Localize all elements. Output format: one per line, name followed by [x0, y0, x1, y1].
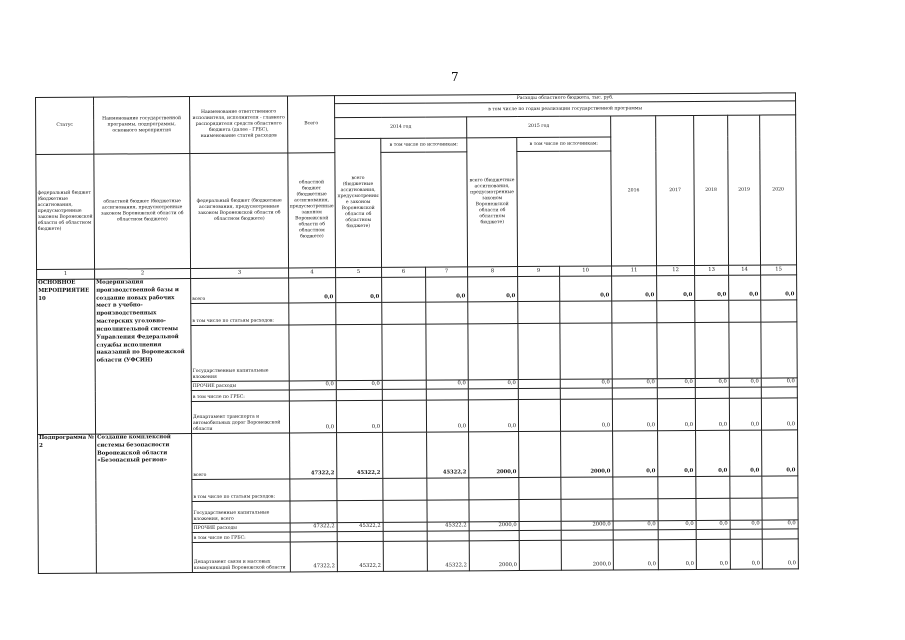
- value-cell: 0,0: [289, 278, 336, 303]
- value-cell: 0,0: [695, 398, 729, 430]
- column-index-cell: 2: [95, 269, 191, 280]
- value-cell: 0,0: [612, 379, 657, 388]
- value-cell: [382, 324, 426, 380]
- value-cell: [337, 478, 383, 500]
- column-index-cell: 10: [560, 266, 612, 276]
- value-cell: [518, 388, 560, 399]
- value-cell: [658, 529, 696, 539]
- value-cell: [560, 301, 612, 323]
- row-label-cell: всего: [191, 278, 289, 304]
- header-federal-2015: федеральный бюджет (бюджетные ассигнования, предусмотренные законом Воронежской области об областном бюджете): [190, 153, 289, 269]
- value-cell: [519, 477, 561, 499]
- value-cell: [730, 476, 762, 498]
- column-index-cell: 12: [657, 265, 695, 275]
- header-year-2014: 2014 год: [335, 117, 467, 139]
- value-cell: 0,0: [468, 380, 518, 389]
- value-cell: [518, 399, 560, 431]
- value-cell: 2000,0: [561, 540, 613, 570]
- page-number: 7: [451, 70, 459, 84]
- value-cell: [289, 390, 336, 401]
- value-cell: 0,0: [657, 378, 695, 387]
- header-incl-years: в том числе по годам реализации государственной программы: [335, 101, 796, 118]
- column-index-cell: 9: [518, 266, 560, 276]
- value-cell: 0,0: [695, 378, 729, 387]
- value-cell: [761, 387, 797, 398]
- value-cell: [518, 301, 560, 323]
- value-cell: [762, 529, 798, 539]
- value-cell: [658, 498, 696, 520]
- header-all-2014: всего (бюджетные ассигнования, предусмотренные законом Воронежской области об областном бюджете): [335, 138, 382, 267]
- row-label-cell: в том числе по статьям расходов:: [191, 303, 289, 326]
- value-cell: [695, 300, 729, 322]
- value-cell: [469, 530, 519, 540]
- value-cell: 45322,2: [337, 432, 383, 478]
- value-cell: [561, 530, 613, 540]
- column-index-cell: 3: [191, 268, 289, 279]
- header-sources-2015: в том числе по источникам:: [517, 137, 611, 152]
- value-cell: [383, 432, 427, 478]
- value-cell: [657, 300, 695, 322]
- value-cell: 0,0: [560, 276, 612, 301]
- value-cell: [468, 302, 518, 324]
- value-cell: [658, 476, 696, 498]
- value-cell: [383, 500, 427, 522]
- column-index-cell: 4: [289, 268, 336, 278]
- value-cell: [337, 531, 383, 541]
- value-cell: [336, 302, 382, 324]
- header-2019: 2019: [728, 115, 761, 265]
- value-cell: [560, 388, 612, 399]
- value-cell: [382, 277, 426, 302]
- value-cell: [426, 324, 468, 380]
- column-index-cell: 14: [729, 265, 761, 275]
- column-index-cell: 5: [336, 267, 382, 277]
- row-label-cell: в том числе по ГРБС:: [191, 390, 289, 402]
- value-cell: 0,0: [426, 277, 468, 302]
- value-cell: [561, 499, 613, 521]
- value-cell: 2000,0: [561, 521, 613, 530]
- value-cell: [336, 389, 382, 400]
- row-label-cell: всего: [192, 433, 290, 480]
- value-cell: [561, 477, 613, 499]
- value-cell: [469, 478, 519, 500]
- value-cell: 0,0: [729, 275, 761, 300]
- value-cell: [519, 540, 561, 570]
- value-cell: [612, 301, 657, 323]
- value-cell: [612, 323, 657, 379]
- value-cell: 0,0: [696, 520, 730, 529]
- budget-table: [35, 92, 799, 573]
- value-cell: [468, 324, 518, 380]
- value-cell: [518, 379, 560, 388]
- value-cell: [696, 476, 730, 498]
- value-cell: 45322,2: [427, 541, 469, 571]
- value-cell: 0,0: [468, 400, 518, 432]
- value-cell: [613, 529, 658, 539]
- value-cell: 0,0: [658, 520, 696, 529]
- value-cell: 0,0: [289, 401, 336, 433]
- value-cell: 0,0: [613, 431, 658, 477]
- value-cell: [382, 389, 426, 400]
- value-cell: [469, 500, 519, 522]
- value-cell: [729, 300, 761, 322]
- budget-table-sheet: [35, 92, 798, 610]
- value-cell: 0,0: [761, 275, 797, 300]
- value-cell: [729, 387, 761, 398]
- value-cell: [613, 499, 658, 521]
- value-cell: [382, 302, 426, 324]
- header-regional-2014: областной бюджет (бюджетные ассигнования, предусмотренные законом Воронежской области об областном бюджете): [94, 154, 191, 270]
- header-total: Всего: [287, 96, 334, 153]
- value-cell: 2000,0: [469, 522, 519, 531]
- value-cell: [383, 522, 427, 531]
- value-cell: 0,0: [336, 380, 382, 389]
- value-cell: 0,0: [612, 399, 657, 431]
- header-expenses: Расходы областного бюджета, тыс. руб.: [334, 93, 795, 104]
- header-2016: 2016: [611, 116, 657, 266]
- value-cell: [468, 389, 518, 400]
- row-label-cell: Государственные капитальные вложения, всего: [192, 501, 290, 524]
- header-program-name: Наименование государственной программы, подпрограммы, основного мероприятия: [94, 97, 190, 155]
- value-cell: [383, 541, 427, 571]
- value-cell: 0,0: [761, 398, 797, 430]
- value-cell: 45322,2: [337, 522, 383, 531]
- header-2017: 2017: [656, 115, 695, 265]
- value-cell: 0,0: [560, 399, 612, 431]
- value-cell: [383, 531, 427, 541]
- value-cell: 2000,0: [561, 431, 613, 477]
- value-cell: [336, 324, 382, 380]
- value-cell: [657, 387, 695, 398]
- value-cell: [289, 303, 336, 325]
- value-cell: [762, 476, 798, 498]
- table-row: [38, 430, 798, 481]
- value-cell: [427, 478, 469, 500]
- value-cell: [519, 530, 561, 540]
- value-cell: 0,0: [613, 521, 658, 530]
- row-label-cell: в том числе по статьям расходов:: [192, 479, 290, 502]
- value-cell: 0,0: [761, 378, 797, 387]
- value-cell: 0,0: [426, 380, 468, 389]
- value-cell: [729, 322, 761, 378]
- column-index-cell: 8: [468, 267, 518, 277]
- status-cell: Подпрограмма № 2: [38, 434, 97, 573]
- header-status: Статус: [36, 97, 94, 154]
- value-cell: [519, 499, 561, 521]
- value-cell: 0,0: [696, 430, 730, 476]
- value-cell: [519, 521, 561, 530]
- header-federal-2014: федеральный бюджет (бюджетные ассигнования, предусмотренные законом Воронежской области об областном бюджете): [36, 154, 95, 269]
- program-name-cell: Создание комплексной системы безопасности Воронежской области «Безопасный регион»: [96, 434, 193, 573]
- value-cell: [696, 498, 730, 520]
- value-cell: 0,0: [336, 277, 382, 302]
- value-cell: 0,0: [730, 520, 762, 529]
- header-regional-2015: областной бюджет (бюджетные ассигнования, предусмотренные законом Воронежской области об областном бюджете): [288, 153, 336, 268]
- value-cell: 0,0: [468, 277, 518, 302]
- value-cell: 0,0: [336, 400, 382, 432]
- header-sources-2014: в том числе по источникам:: [381, 138, 467, 153]
- row-label-cell: в том числе по ГРБС:: [192, 532, 290, 543]
- value-cell: 2000,0: [469, 540, 519, 570]
- value-cell: [289, 325, 336, 381]
- value-cell: [382, 400, 426, 432]
- value-cell: 45322,2: [427, 522, 469, 531]
- value-cell: 0,0: [612, 276, 657, 301]
- value-cell: 0,0: [657, 398, 695, 430]
- value-cell: 0,0: [730, 539, 762, 569]
- value-cell: 0,0: [658, 539, 696, 569]
- value-cell: [290, 501, 337, 523]
- value-cell: 0,0: [289, 381, 336, 390]
- value-cell: [337, 500, 383, 522]
- value-cell: [761, 322, 797, 378]
- value-cell: [696, 529, 730, 539]
- value-cell: [613, 477, 658, 499]
- value-cell: [519, 431, 561, 477]
- value-cell: 0,0: [762, 430, 798, 476]
- header-year-2015: 2015 год: [467, 116, 611, 138]
- value-cell: [427, 500, 469, 522]
- value-cell: 0,0: [695, 275, 729, 300]
- value-cell: 2000,0: [469, 432, 519, 478]
- value-cell: [427, 531, 469, 541]
- value-cell: [426, 302, 468, 324]
- value-cell: 0,0: [560, 379, 612, 388]
- column-index-cell: 15: [761, 265, 797, 275]
- row-label-cell: ПРОЧИЕ расходы: [192, 523, 290, 532]
- value-cell: 0,0: [762, 539, 798, 569]
- row-label-cell: Департамент связи и массовых коммуникаций Воронежской области: [192, 542, 290, 573]
- value-cell: 0,0: [426, 400, 468, 432]
- status-cell: ОСНОВНОЕ МЕРОПРИЯТИЕ 10: [37, 279, 96, 434]
- value-cell: [657, 322, 695, 378]
- column-index-cell: 13: [695, 265, 729, 275]
- value-cell: [426, 389, 468, 400]
- value-cell: [695, 387, 729, 398]
- column-index-cell: 1: [37, 269, 95, 279]
- value-cell: 0,0: [696, 539, 730, 569]
- value-cell: 0,0: [730, 430, 762, 476]
- value-cell: [730, 529, 762, 539]
- value-cell: [382, 380, 426, 389]
- value-cell: [695, 322, 729, 378]
- value-cell: 0,0: [762, 520, 798, 529]
- row-label-cell: Департамент транспорта и автомобильных дорог Воронежской области: [191, 401, 289, 434]
- value-cell: [762, 498, 798, 520]
- column-index-cell: 7: [426, 267, 468, 277]
- column-index-cell: 6: [382, 267, 426, 277]
- header-2020: 2020: [760, 115, 797, 265]
- value-cell: [383, 478, 427, 500]
- column-index-cell: 11: [612, 266, 657, 276]
- value-cell: [761, 300, 797, 322]
- value-cell: 0,0: [657, 275, 695, 300]
- value-cell: [290, 479, 337, 501]
- value-cell: 0,0: [729, 398, 761, 430]
- header-all-2015: всего (бюджетные ассигнования, предусмотренные законом Воронежской области об областном бюджете): [467, 138, 518, 267]
- value-cell: 0,0: [729, 378, 761, 387]
- row-label-cell: Государственные капитальные вложения: [191, 325, 289, 382]
- value-cell: [518, 323, 560, 379]
- program-name-cell: Модернизация производственной базы и создание новых рабочих мест в учебно-производственных мастерских уголовно-исполнительной системы Управления Федеральной службы исполнения наказаний по Воронежской области (УФСИН): [95, 279, 192, 435]
- value-cell: 0,0: [613, 539, 658, 569]
- value-cell: [290, 531, 337, 541]
- row-label-cell: ПРОЧИЕ расходы: [191, 381, 289, 391]
- value-cell: [730, 498, 762, 520]
- value-cell: 45322,2: [337, 541, 383, 571]
- value-cell: 47322,2: [290, 433, 337, 479]
- header-executor: Наименование ответственного исполнителя, исполнителя - главного распорядителя средств областного бюджета (далее - ГРБС), наименование статей расходов: [190, 96, 288, 154]
- value-cell: 45322,2: [427, 432, 469, 478]
- value-cell: 47322,2: [290, 541, 337, 571]
- value-cell: [560, 323, 612, 379]
- header-2018: 2018: [694, 115, 729, 265]
- value-cell: 47322,2: [290, 523, 337, 532]
- value-cell: [518, 276, 560, 301]
- value-cell: [612, 388, 657, 399]
- value-cell: 0,0: [658, 430, 696, 476]
